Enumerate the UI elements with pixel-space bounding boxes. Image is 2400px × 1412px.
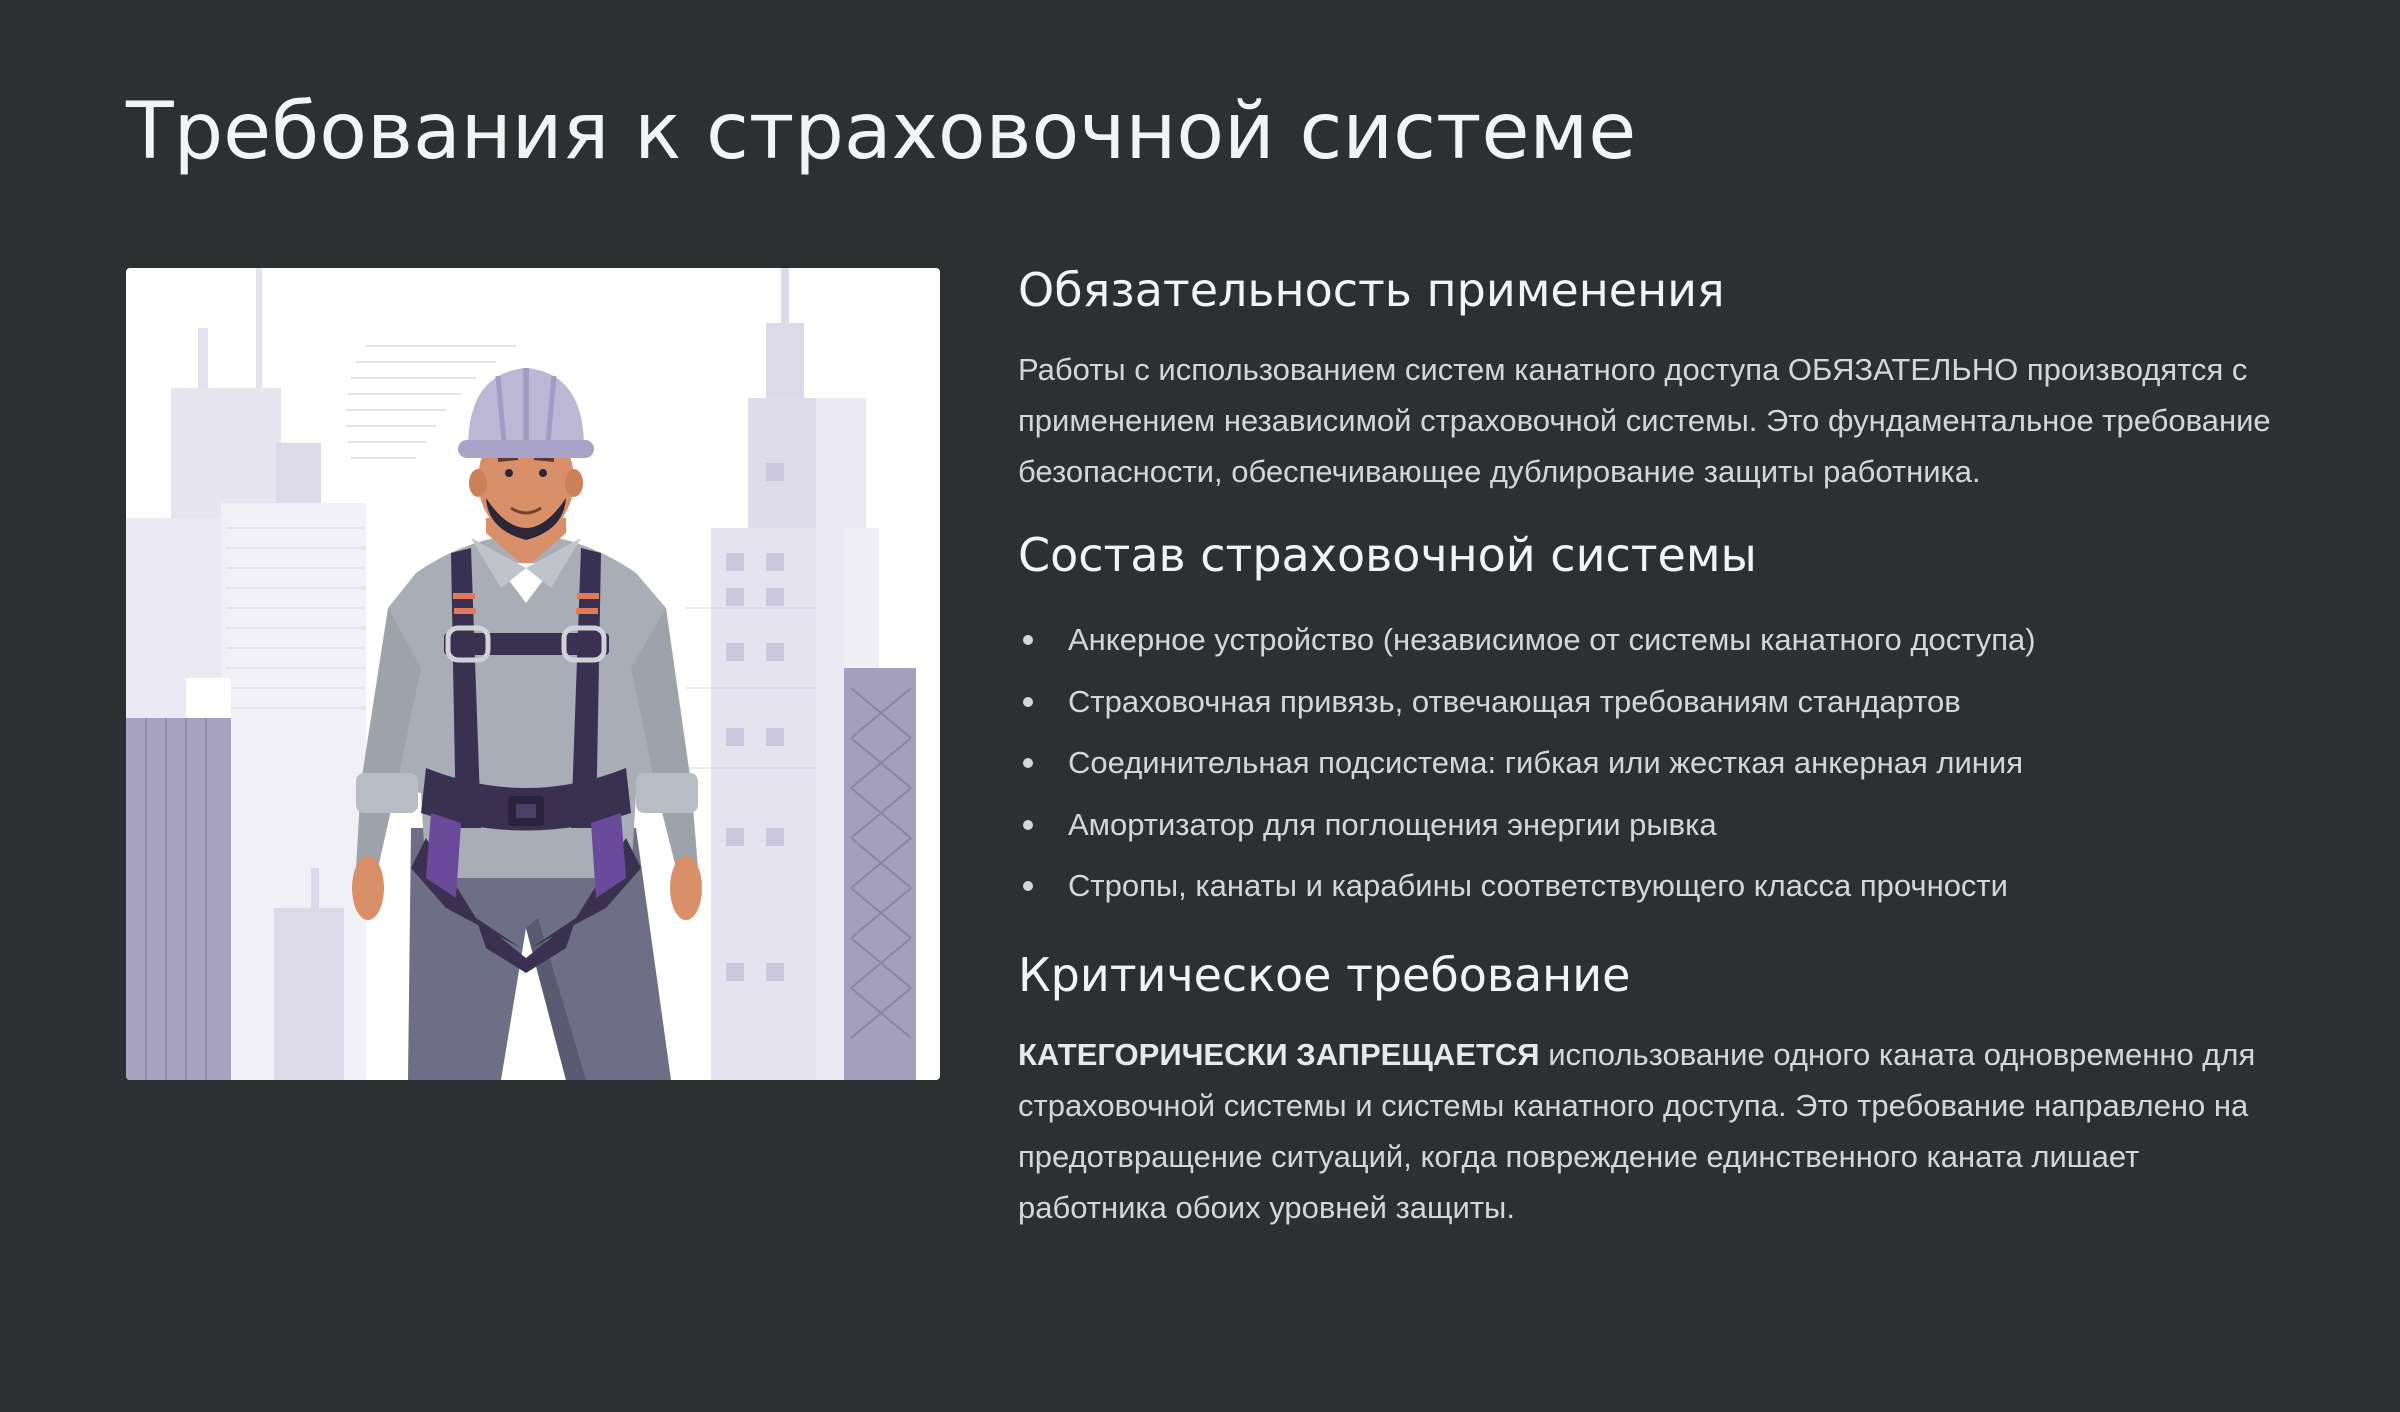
city-skyline-left: [126, 268, 366, 1080]
list-item: Амортизатор для поглощения энергии рывка: [1018, 794, 2288, 856]
bullet-icon: [1023, 635, 1033, 645]
content-column: [1018, 258, 2288, 1233]
list-item: Стропы, канаты и карабины соответствующего класса прочности: [1018, 855, 2288, 917]
bullet-icon: [1023, 697, 1033, 707]
list-item: Анкерное устройство (независимое от системы канатного доступа): [1018, 609, 2288, 671]
critical-emphasis: КАТЕГОРИЧЕСКИ ЗАПРЕЩАЕТСЯ: [1018, 1036, 1540, 1072]
worker-with-harness-icon: [126, 268, 940, 1080]
bullet-icon: [1023, 758, 1033, 768]
composition-list: [1018, 609, 2288, 917]
list-item: Страховочная привязь, отвечающая требованиям стандартов: [1018, 671, 2288, 733]
critical-text: использование одного каната одновременно для страховочной системы и системы канатного доступа. Это требование направлено на предотвращение ситуаций, когда повреждение единственного каната лишает работника обоих уровней защиты.: [1018, 1036, 2256, 1225]
section-heading-mandatory: Обязательность применения: [1018, 263, 1725, 317]
bullet-icon: [1023, 820, 1033, 830]
section-heading-critical: Критическое требование: [1018, 947, 1631, 1002]
worker-figure: [352, 368, 702, 1080]
section-text-critical: [1018, 1029, 2288, 1233]
section-heading-composition: Состав страховочной системы: [1018, 528, 1757, 582]
section-text-mandatory: Работы с использованием систем канатного доступа ОБЯЗАТЕЛЬНО производятся с применением независимой страховочной системы. Это фундаментальное требование безопасности, обеспечивающее дублирование защиты работника.: [1018, 352, 2271, 489]
city-skyline-right: [686, 268, 916, 1080]
list-item: Соединительная подсистема: гибкая или жесткая анкерная линия: [1018, 732, 2288, 794]
page-title: Требования к страховочной системе: [126, 87, 1637, 177]
rope-access-worker-illustration: [126, 268, 940, 1080]
bullet-icon: [1023, 881, 1033, 891]
